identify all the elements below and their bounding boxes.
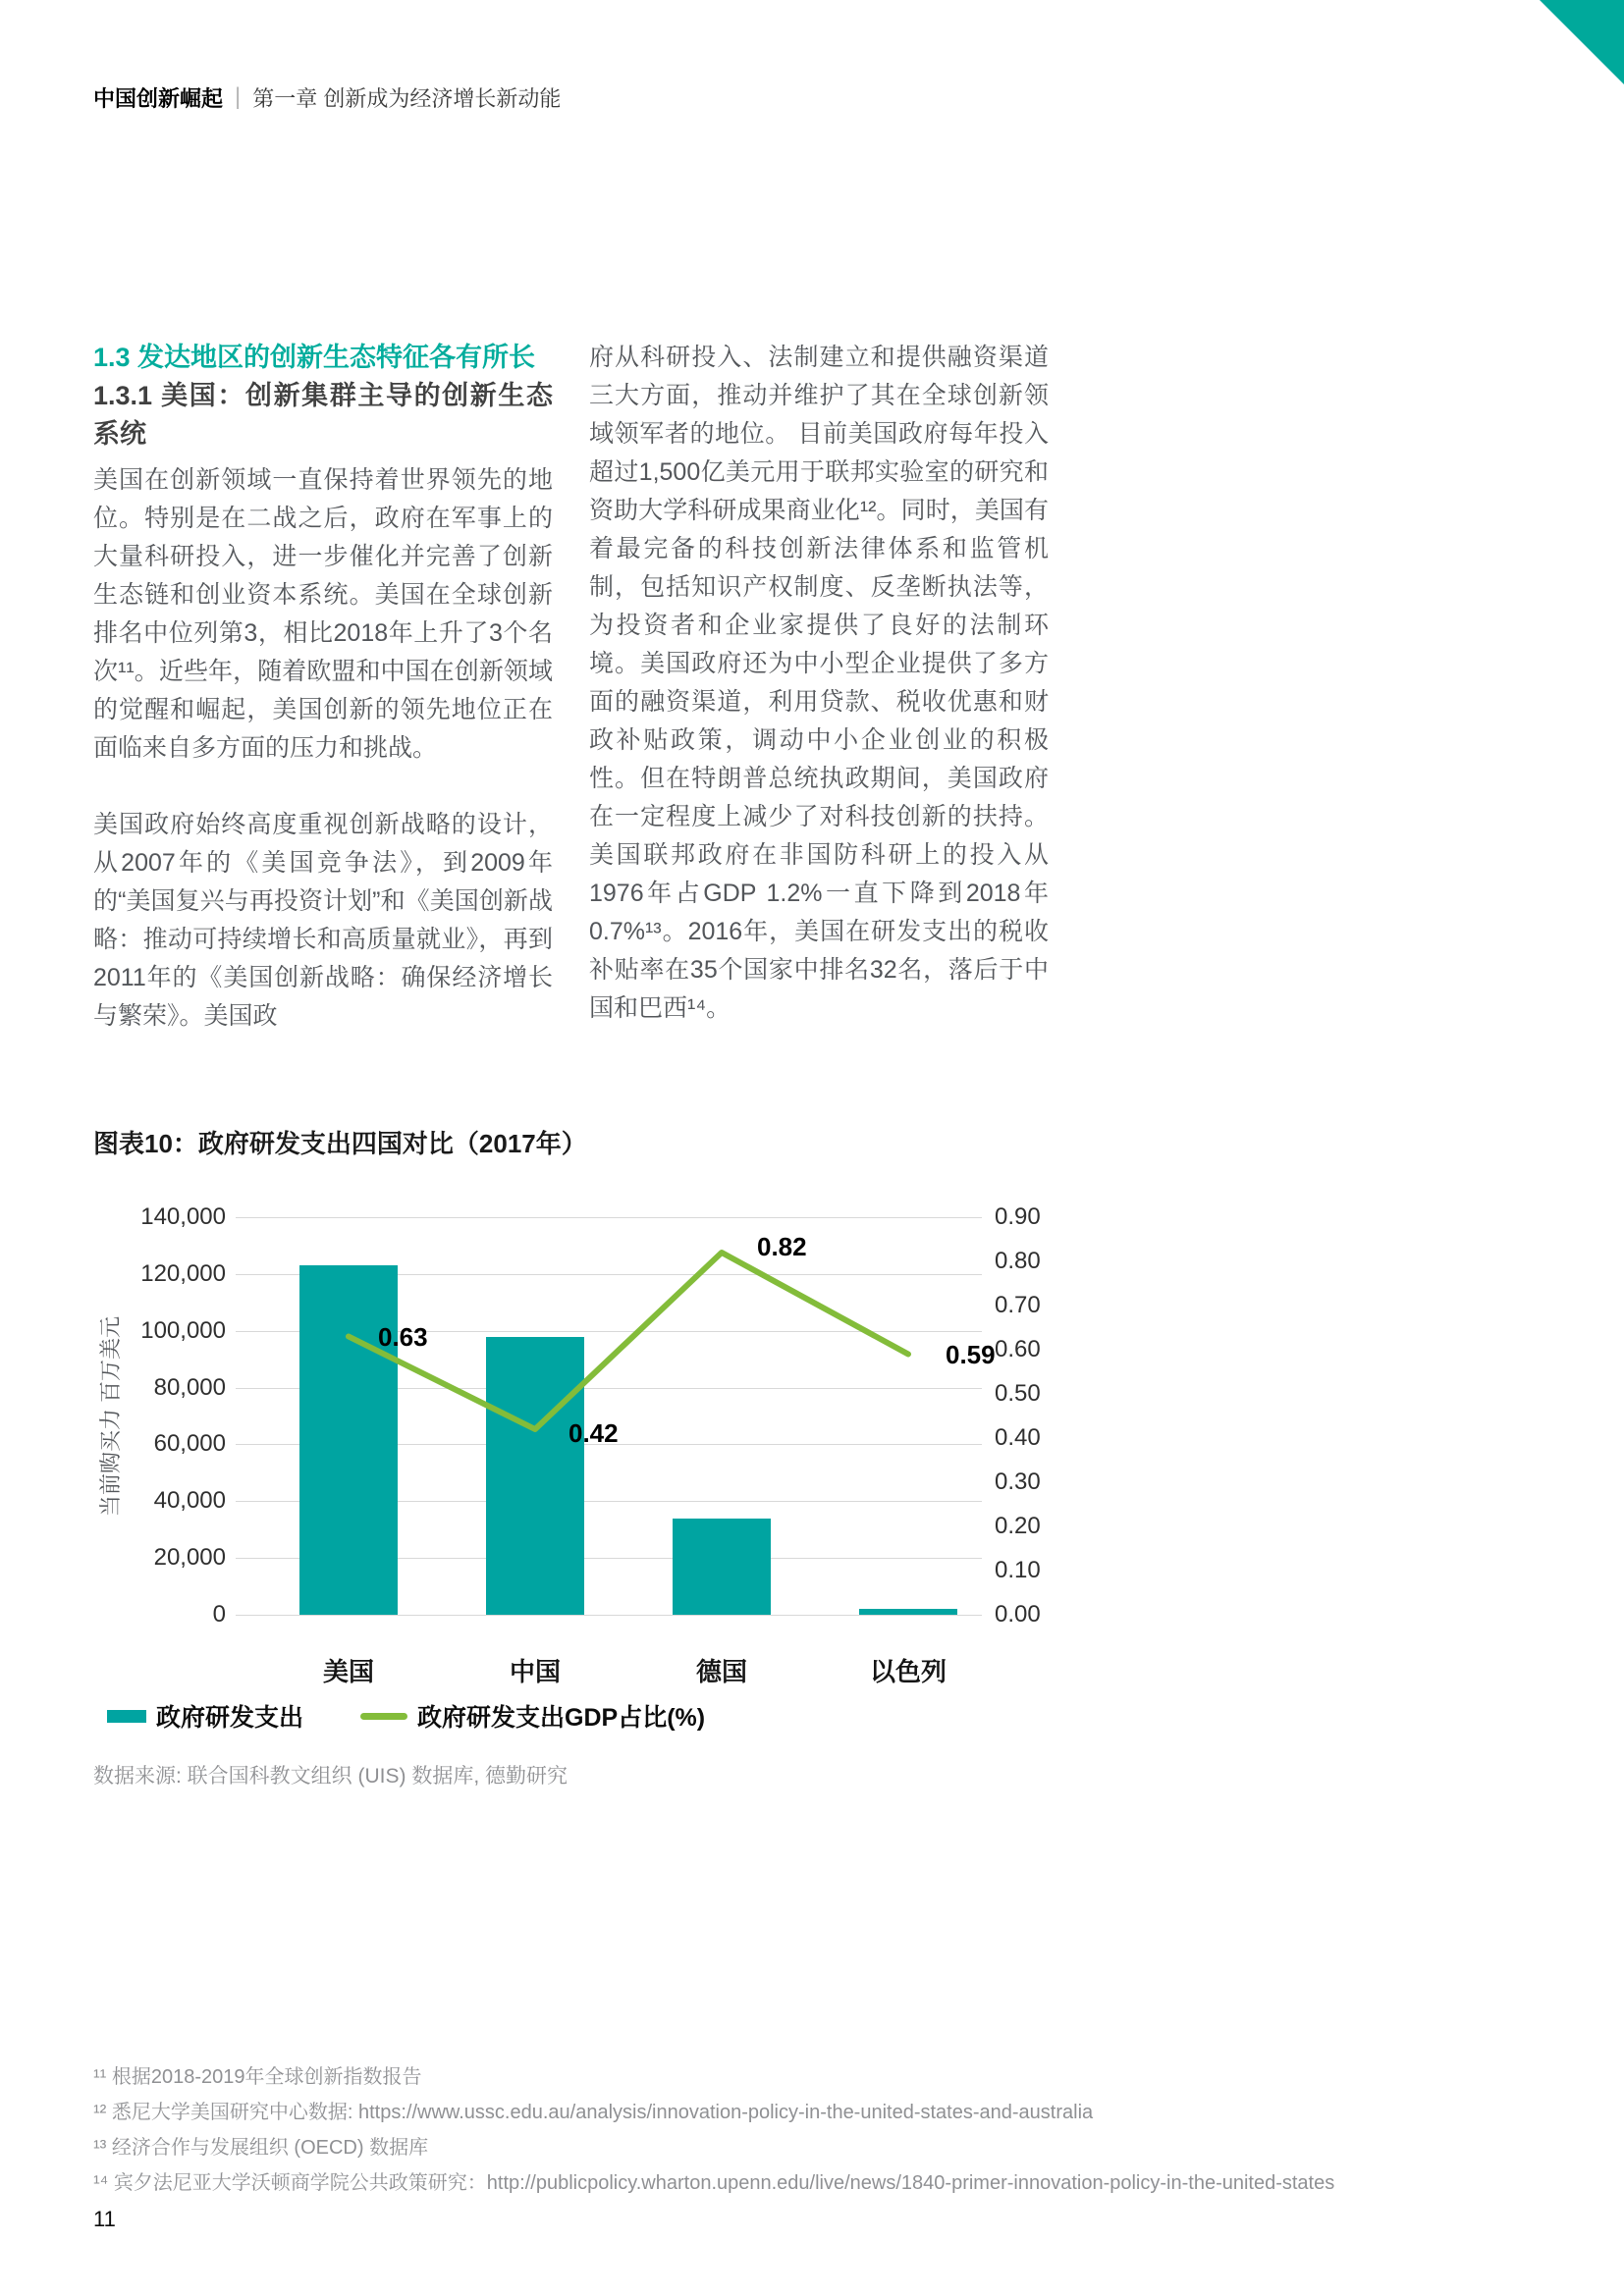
chart-title: 图表10：政府研发支出四国对比（2017年） [93, 1129, 587, 1158]
right-column [589, 339, 1049, 1028]
category-label-1: 中国 [509, 1657, 561, 1686]
right-axis-tick: 0.70 [995, 1292, 1041, 1318]
left-axis-tick: 100,000 [140, 1316, 226, 1344]
left-axis-tick: 40,000 [153, 1487, 226, 1515]
page-number: 11 [93, 2207, 116, 2231]
report-title: 中国创新崛起 [93, 86, 224, 111]
source-note: 数据来源: 联合国科教文组织 (UIS) 数据库, 德勤研究 [93, 1765, 568, 1788]
left-axis-tick: 120,000 [140, 1259, 226, 1287]
left-axis-tick: 140,000 [140, 1203, 226, 1230]
chart-figure [93, 1124, 1154, 1811]
body-paragraph: 美国在创新领域一直保持着世界领先的地位。特别是在二战之后，政府在军事上的大量科研投入，进一步催化并完善了创新生态链和创业资本系统。美国在全球创新排名中位列第3，相比2018年上升了3个名次¹¹。近些年，随着欧盟和中国在创新领域的觉醒和崛起，美国创新的领先地位正在面临来自多方面的压力和挑战。 [93, 466, 553, 762]
footnote: ¹² 悉尼大学美国研究中心数据: https://www.ussc.edu.au/analysis/innovation-policy-in-the-united-states-and-australia [93, 2102, 1094, 2123]
section-heading: 1.3 发达地区的创新生态特征各有所长 [93, 343, 536, 372]
right-axis-tick: 0.40 [995, 1424, 1041, 1451]
line-data-label-2: 0.82 [757, 1232, 807, 1261]
left-axis-tick: 0 [212, 1601, 226, 1628]
left-axis-tick: 60,000 [153, 1430, 226, 1458]
line-data-label-3: 0.59 [946, 1339, 996, 1369]
line-legend-swatch [360, 1713, 407, 1720]
page-header [93, 82, 561, 113]
body-paragraph: 美国政府始终高度重视创新战略的设计，从2007年的《美国竞争法》，到2009年的“美国复兴与再投资计划”和《美国创新战略：推动可持续增长和高质量就业》，再到2011年的《美国创新战略：确保经济增长与繁荣》。美国政 [93, 811, 553, 1030]
body-paragraph: 府从科研投入、法制建立和提供融资渠道三大方面，推动并维护了其在全球创新领域领军者的地位。 目前美国政府每年投入超过1,500亿美元用于联邦实验室的研究和资助大学科研成果商业化¹²。同时，美国有着最完备的科技创新法律体系和监管机制，包括知识产权制度、反垄断执法等，为投资者和企业家提供了良好的法制环境。美国政府还为中小型企业提供了多方面的融资渠道，利用贷款、税收优惠和财政补贴政策，调动中小企业创业的积极性。但在特朗普总统执政期间，美国政府在一定程度上减少了对科技创新的扶持。美国联邦政府在非国防科研上的投入从1976年占GDP 1.2%一直下降到2018年0.7%¹³。2016年，美国在研发支出的税收补贴率在35个国家中排名32名，落后于中国和巴西¹⁴。 [589, 344, 1049, 1022]
category-label-0: 美国 [322, 1657, 374, 1686]
y-axis-label: 当前购买力 百万美元 [98, 1315, 123, 1517]
right-axis-tick: 0.60 [995, 1336, 1041, 1362]
right-axis-tick: 0.10 [995, 1557, 1041, 1583]
legend-item-bar [107, 1698, 303, 1734]
chapter-title: 第一章 创新成为经济增长新动能 [252, 86, 562, 111]
category-label-2: 德国 [695, 1657, 747, 1686]
left-axis-tick: 20,000 [153, 1544, 226, 1572]
right-axis-tick: 0.90 [995, 1203, 1041, 1230]
line-path [349, 1253, 908, 1429]
footnote: ¹³ 经济合作与发展组织 (OECD) 数据库 [93, 2137, 429, 2159]
right-axis-tick: 0.00 [995, 1601, 1041, 1628]
line-data-label-0: 0.63 [378, 1321, 428, 1352]
subsection-heading: 1.3.1 美国：创新集群主导的创新生态系统 [93, 381, 553, 449]
left-column [93, 339, 553, 1036]
bar-legend-swatch [107, 1710, 146, 1723]
footnotes [93, 2059, 1537, 2201]
footnote: ¹¹ 根据2018-2019年全球创新指数报告 [93, 2066, 422, 2088]
right-axis-tick: 0.20 [995, 1513, 1041, 1539]
legend-item-line [360, 1698, 705, 1734]
line-data-label-1: 0.42 [568, 1418, 619, 1448]
gridline [236, 1615, 982, 1616]
gdp-share-line [236, 1217, 982, 1615]
legend-label: 政府研发支出 [156, 1704, 304, 1732]
right-axis-tick: 0.80 [995, 1248, 1041, 1274]
corner-fold-decoration [1540, 0, 1624, 84]
footnote: ¹⁴ 宾夕法尼亚大学沃顿商学院公共政策研究：http://publicpolicy.wharton.upenn.edu/live/news/1840-primer-innovation-policy-in-the-united-states [93, 2172, 1335, 2194]
legend-label: 政府研发支出GDP占比(%) [417, 1704, 706, 1732]
right-axis-tick: 0.30 [995, 1468, 1041, 1495]
right-axis-tick: 0.50 [995, 1380, 1041, 1407]
chart-legend [107, 1698, 705, 1734]
left-axis-tick: 80,000 [153, 1373, 226, 1401]
header-separator: | [235, 82, 242, 110]
category-label-3: 以色列 [869, 1657, 947, 1686]
